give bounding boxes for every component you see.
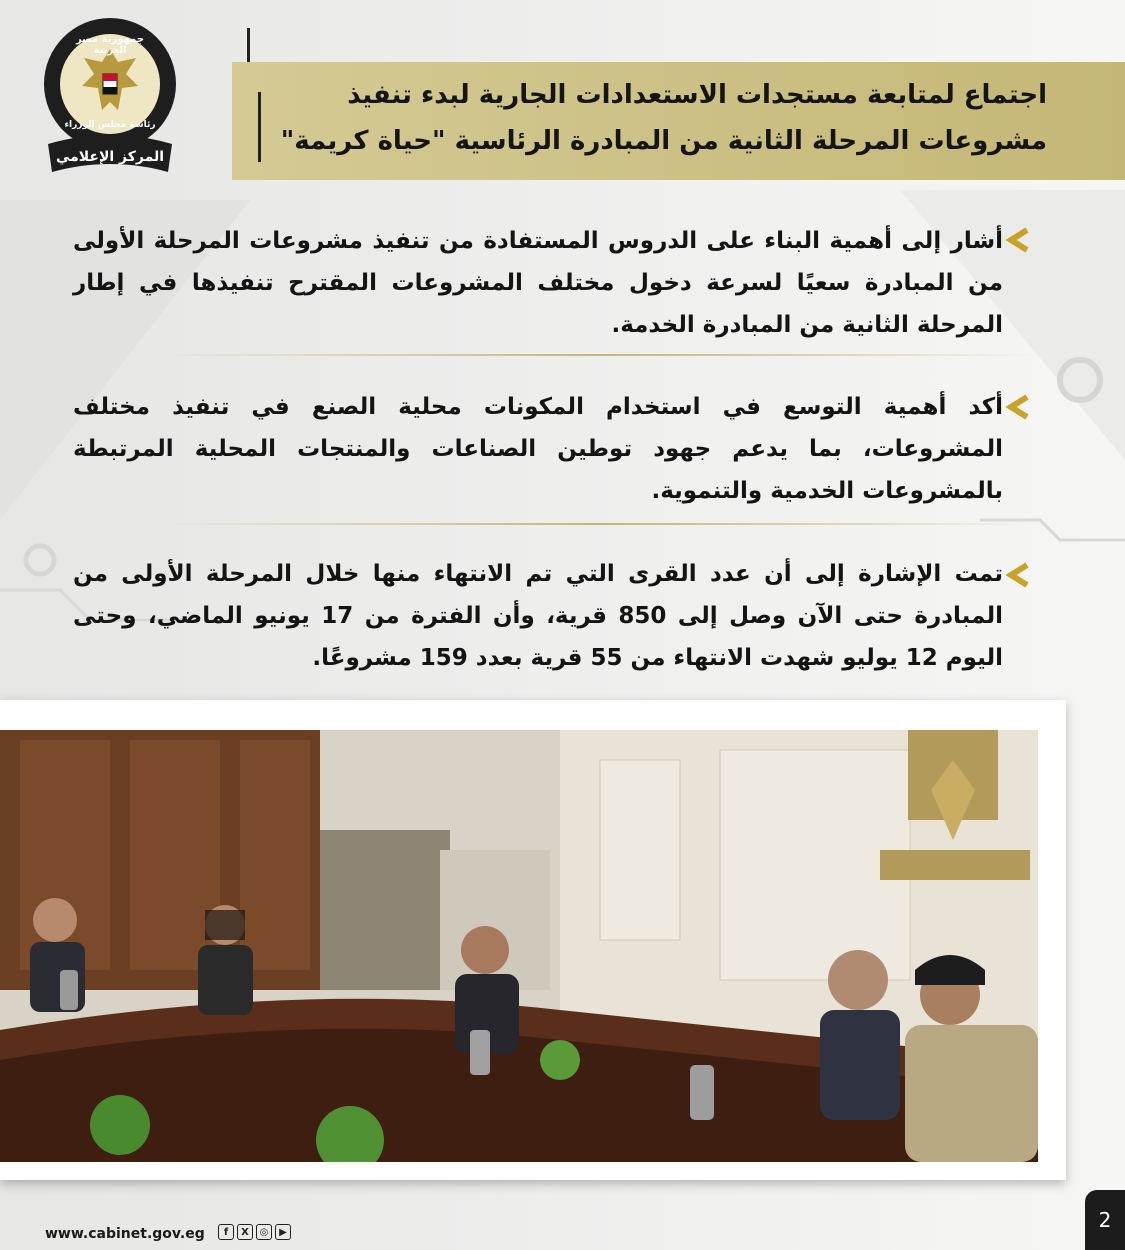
bullet-paragraph-1: أشار إلى أهمية البناء على الدروس المستفادة من تنفيذ مشروعات المرحلة الأولى من المبادرة سعيًا لسرعة دخول مختلف المشروعات المقترح تنفيذها في إطار المرحلة الثانية من المبادرة الخدمة.: [73, 228, 1003, 338]
logo-ring-top-text: جمهورية مصر العربية: [75, 34, 145, 56]
separator-line: [160, 523, 1040, 525]
logo-banner-text: المركز الإعلامي: [55, 149, 165, 165]
chevron-bullet-icon: [1005, 227, 1031, 253]
separator-line: [160, 354, 1040, 356]
bullet-paragraph-3: تمت الإشارة إلى أن عدد القرى التي تم الانتهاء منها خلال المرحلة الأولى من المبادرة حتى الآن وصل إلى 850 قرية، وأن الفترة من 17 يونيو الماضي، وحتى اليوم 12 يوليو شهدت الانتهاء من 55 قرية بعدد 159 مشروعًا.: [73, 561, 1003, 671]
facebook-icon[interactable]: f: [218, 1224, 234, 1240]
chevron-bullet-icon: [1005, 562, 1031, 588]
website-url[interactable]: www.cabinet.gov.eg: [45, 1226, 205, 1242]
instagram-icon[interactable]: ◎: [256, 1224, 272, 1240]
media-center-logo: [40, 14, 180, 179]
chevron-bullet-icon: [1005, 394, 1031, 420]
x-icon[interactable]: X: [237, 1224, 253, 1240]
logo-ring-bottom-text: رئاسة مجلس الوزراء: [64, 120, 156, 130]
title-line-2: مشروعات المرحلة الثانية من المبادرة الرئاسية "حياة كريمة": [280, 126, 1047, 156]
page-title: [267, 72, 1047, 164]
youtube-icon[interactable]: ▶: [275, 1224, 291, 1240]
title-line-1: اجتماع لمتابعة مستجدات الاستعدادات الجارية لبدء تنفيذ: [347, 80, 1047, 110]
page-number-badge: 2: [1085, 1190, 1125, 1250]
social-icons: [218, 1224, 291, 1240]
bullet-paragraph-2: أكد أهمية التوسع في استخدام المكونات محلية الصنع في تنفيذ مختلف المشروعات، بما يدعم جهود توطين الصناعات والمنتجات المحلية المرتبطة بالمشروعات الخدمية والتنموية.: [73, 394, 1003, 504]
title-accent-line: [258, 92, 261, 162]
meeting-photo: [0, 730, 1038, 1162]
